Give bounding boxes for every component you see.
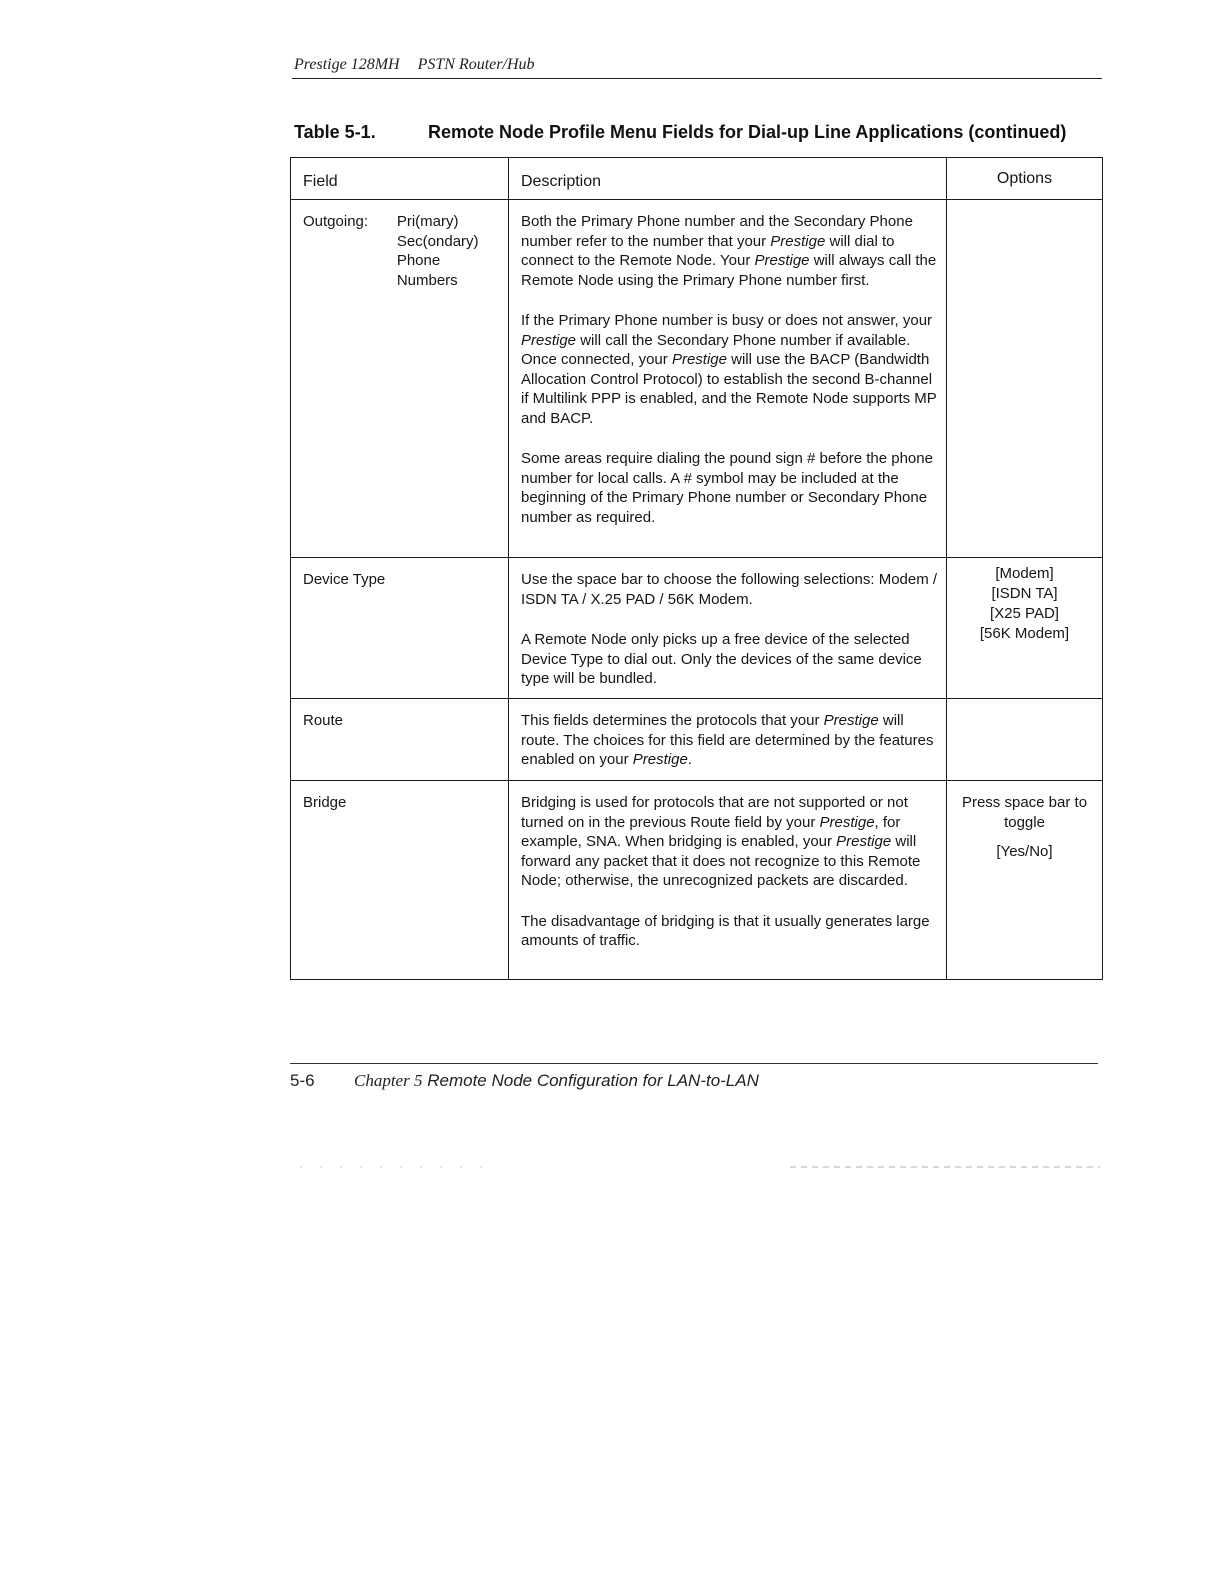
table-header-row	[291, 158, 1103, 200]
description-cell	[509, 558, 947, 699]
description-paragraph: Some areas require dialing the pound sign # before the phone number for local calls. A # symbol may be included at the beginning of the Primary Phone number or Secondary Phone number as required.	[521, 450, 933, 526]
description-paragraph: If the Primary Phone number is busy or does not answer, your Prestige will call the Secondary Phone number if available. Once connected, your Prestige will use the BACP (Bandwidth Allocation Control Protocol) to establish the second B-channel if Multilink PPP is enabled, and the Remote Node supports MP and BACP.	[521, 312, 937, 427]
header-subtitle: PSTN Router/Hub	[417, 56, 535, 73]
table-row-outgoing	[291, 200, 1103, 558]
field-cell	[291, 781, 509, 980]
field-label: Bridge	[303, 794, 347, 811]
option-value: [X25 PAD]	[990, 605, 1059, 622]
description-paragraph: A Remote Node only picks up a free device of the selected Device Type to dial out. Only the devices of the same device type will be bundled.	[521, 631, 922, 687]
table-number: Table 5-1.	[294, 122, 376, 142]
field-sublabel: Pri(mary) Sec(ondary) Phone Numbers	[396, 213, 479, 289]
option-value: [56K Modem]	[979, 625, 1070, 642]
field-cell	[291, 699, 509, 781]
description-paragraph: The disadvantage of bridging is that it usually generates large amounts of traffic.	[521, 912, 930, 949]
option-value: [Yes/No]	[996, 843, 1053, 860]
description-paragraph: Use the space bar to choose the following selections: Modem / ISDN TA / X.25 PAD / 56K Modem.	[521, 571, 938, 608]
options-cell	[947, 781, 1103, 980]
options-cell	[947, 200, 1103, 558]
field-label: Route	[303, 712, 344, 729]
remote-node-profile-table	[290, 157, 1103, 980]
scan-artifact-line	[300, 1165, 1100, 1169]
column-header-options: Options	[947, 158, 1103, 200]
running-header	[294, 56, 1102, 74]
table-row-bridge	[291, 781, 1103, 980]
field-label: Outgoing:	[303, 213, 369, 230]
page-number: 5-6	[290, 1071, 315, 1090]
description-cell	[509, 200, 947, 558]
table-row-route	[291, 699, 1103, 781]
option-value: Press space bar to toggle	[961, 794, 1088, 831]
description-paragraph: Both the Primary Phone number and the Secondary Phone number refer to the number that your Prestige will dial to connect to the Remote Node. Your Prestige will always call the Remote Node using the Primary Phone number first.	[521, 213, 937, 289]
description-cell	[509, 699, 947, 781]
table-caption	[294, 122, 1114, 143]
table-title: Remote Node Profile Menu Fields for Dial-up Line Applications (continued)	[428, 122, 1067, 142]
options-cell	[947, 558, 1103, 699]
page-footer	[290, 1071, 759, 1091]
options-cell	[947, 699, 1103, 781]
header-product: Prestige 128MH	[294, 56, 400, 73]
option-value: [Modem]	[995, 565, 1054, 582]
description-paragraph: This fields determines the protocols that your Prestige will route. The choices for this field are determined by the features enabled on your Prestige.	[521, 712, 934, 768]
option-value: [ISDN TA]	[991, 585, 1058, 602]
footer-rule	[290, 1063, 1098, 1064]
field-cell	[291, 558, 509, 699]
description-cell	[509, 781, 947, 980]
column-header-description: Description	[509, 158, 947, 200]
column-header-field: Field	[291, 158, 509, 200]
chapter-title: Remote Node Configuration for LAN-to-LAN	[427, 1071, 759, 1090]
field-label: Device Type	[303, 571, 386, 588]
table-row-device-type	[291, 558, 1103, 699]
chapter-reference	[354, 1071, 759, 1090]
header-rule	[292, 78, 1102, 79]
description-paragraph: Bridging is used for protocols that are not supported or not turned on in the previous Route field by your Prestige, for example, SNA. When bridging is enabled, your Prestige will forward any packet that it does not recognize to this Remote Node; otherwise, the unrecognized packets are discarded.	[521, 794, 921, 889]
chapter-word: Chapter 5	[354, 1071, 423, 1090]
field-cell	[291, 200, 509, 558]
